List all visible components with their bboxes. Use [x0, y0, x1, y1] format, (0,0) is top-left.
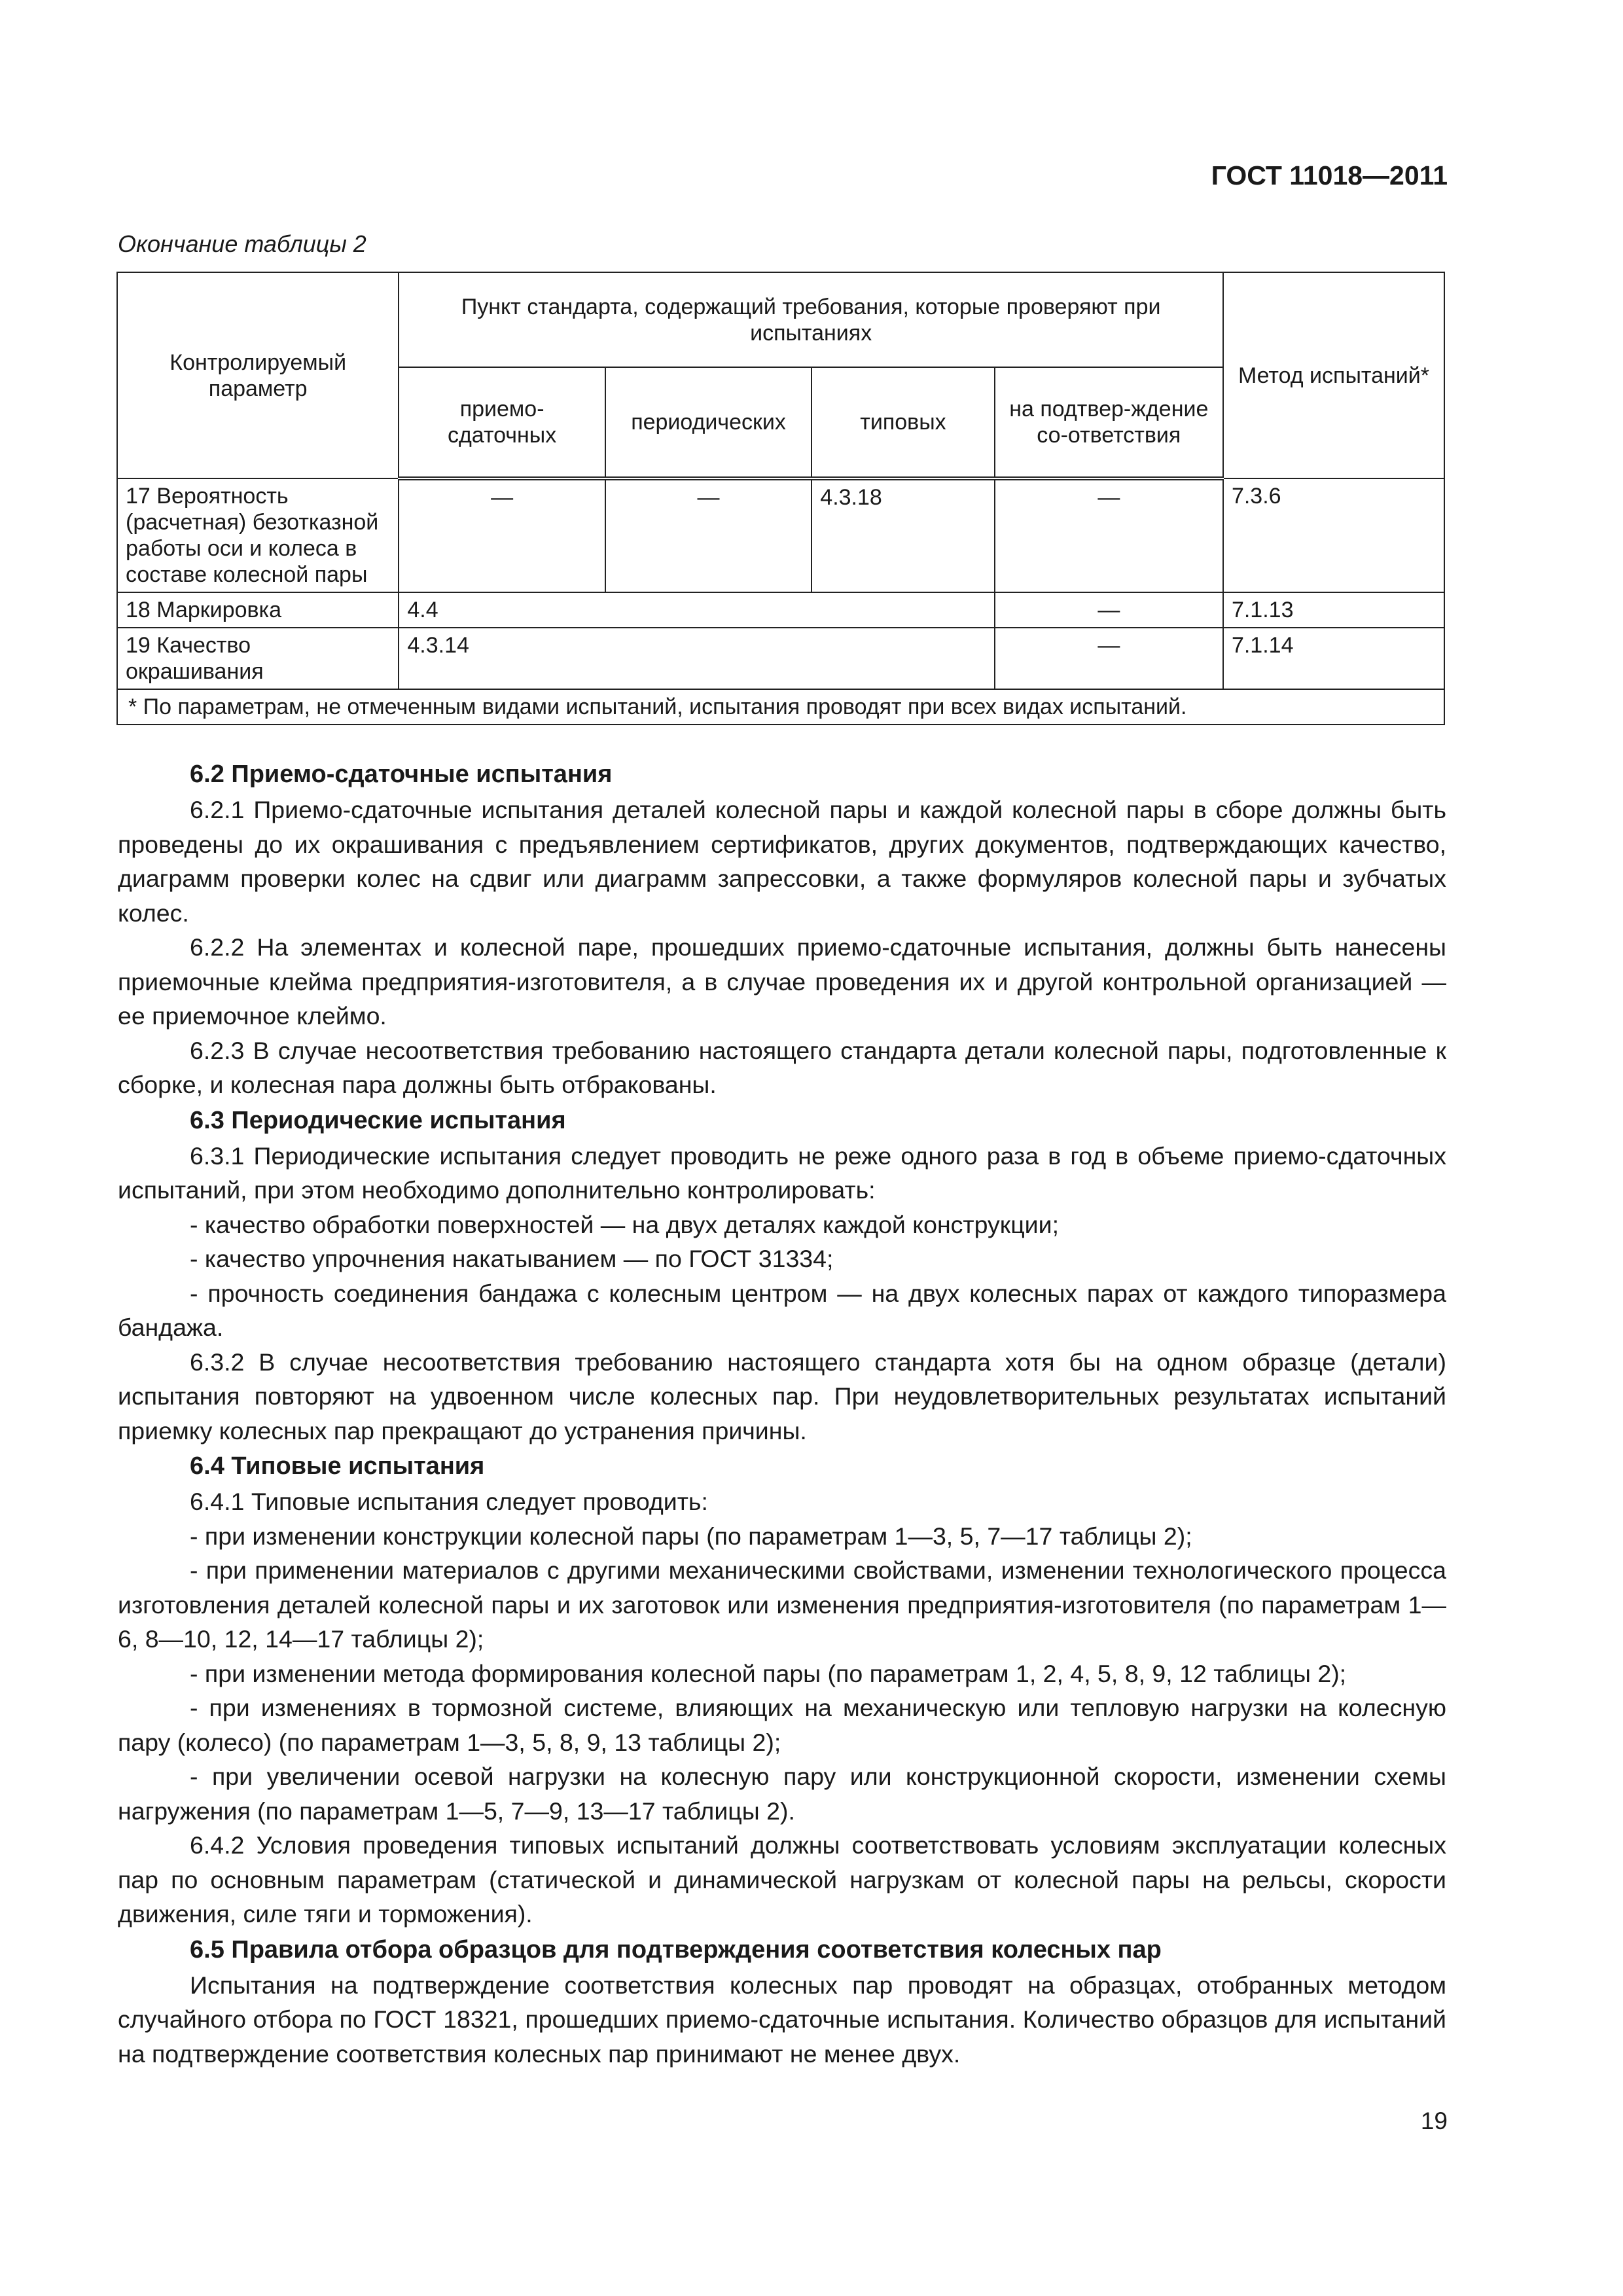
row-cell: 4.3.18	[812, 478, 994, 592]
section-6-2-title: 6.2 Приемо-сдаточные испытания	[190, 761, 613, 788]
paragraph-6-2-1: 6.2.1 Приемо-сдаточные испытания деталей колесной пары и каждой колесной пары в сборе должны быть проведены до их окрашивания с предъявлением сертификатов, других документов, подтверждающих качество, диаграмм проверки колес на сдвиг или диаграмм запрессовки, а также формуляров колесной пары и зубчатых колес.	[118, 796, 1446, 927]
paragraph-6-4-1: 6.4.1 Типовые испытания следует проводить:	[190, 1488, 708, 1515]
section-6-3-title: 6.3 Периодические испытания	[190, 1106, 566, 1134]
row-method: 7.3.6	[1223, 478, 1444, 592]
row-param: 17 Вероятность (расчетная) безотказной работы оси и колеса в составе колесной пары	[117, 478, 399, 592]
table-row	[117, 628, 1444, 689]
table-footnote: * По параметрам, не отмеченным видами испытаний, испытания проводят при всех видах испытаний.	[117, 689, 1444, 725]
list-item: - при увеличении осевой нагрузки на колесную пару или конструкционной скорости, изменении схемы нагружения (по параметрам 1—5, 7—9, 13—17 таблицы 2).	[118, 1763, 1446, 1825]
table-row	[117, 478, 1444, 592]
row-method: 7.1.14	[1223, 628, 1444, 689]
table-row	[117, 592, 1444, 628]
document-id: ГОСТ 11018—2011	[1211, 160, 1448, 190]
row-cell: —	[995, 478, 1223, 592]
list-item: - при изменениях в тормозной системе, влияющих на механическую или тепловую нагрузки на колесную пару (колесо) (по параметрам 1—3, 5, 8, 9, 13 таблицы 2);	[118, 1694, 1446, 1756]
row-cell: —	[995, 592, 1223, 628]
list-item: - при применении материалов с другими механическими свойствами, изменении технологического процесса изготовления деталей колесной пары и их заготовок или изменения предприятия-изготовителя (по параметрам 1—6, 8—10, 12, 14—17 таблицы 2);	[118, 1556, 1446, 1653]
subheader-conformity: на подтвер-ждение со-ответствия	[995, 367, 1223, 478]
row-method: 7.1.13	[1223, 592, 1444, 628]
list-item: - прочность соединения бандажа с колесным центром — на двух колесных парах от каждого типоразмера бандажа.	[118, 1279, 1446, 1341]
row-param: 18 Маркировка	[117, 592, 399, 628]
row-merged-cell: 4.4	[399, 592, 994, 628]
row-param: 19 Качество окрашивания	[117, 628, 399, 689]
table-footnote-row	[117, 689, 1444, 725]
list-item: - качество упрочнения накатыванием — по ГОСТ 31334;	[190, 1245, 834, 1272]
paragraph-6-4-2: 6.4.2 Условия проведения типовых испытаний должны соответствовать условиям эксплуатации колесных пар по основным параметрам (статической и динамической нагрузкам от колесной пары на рельсы, скорости движения, силе тяги и торможения).	[118, 1831, 1446, 1928]
paragraph-6-2-2: 6.2.2 На элементах и колесной паре, прошедших приемо-сдаточные испытания, должны быть нанесены приемочные клейма предприятия-изготовителя, а в случае проведения их и другой контрольной организацией — ее приемочное клеймо.	[118, 933, 1446, 1030]
header-group: Пункт стандарта, содержащий требования, которые проверяют при испытаниях	[399, 272, 1223, 367]
header-param: Контролируемый параметр	[117, 272, 399, 478]
table-caption: Окончание таблицы 2	[118, 230, 366, 257]
paragraph-6-3-2: 6.3.2 В случае несоответствия требованию настоящего стандарта хотя бы на одном образце (детали) испытания повторяют на удвоенном числе колесных пар. При неудовлетворительных результатах испытаний приемку колесных пар прекращают до устранения причины.	[118, 1348, 1446, 1444]
paragraph-6-3-1: 6.3.1 Периодические испытания следует проводить не реже одного раза в год в объеме приемо-сдаточных испытаний, при этом необходимо дополнительно контролировать:	[118, 1141, 1446, 1204]
list-item: - при изменении метода формирования колесной пары (по параметрам 1, 2, 4, 5, 8, 9, 12 таблицы 2);	[190, 1659, 1347, 1687]
subheader-type: типовых	[812, 367, 994, 478]
table-header-row	[117, 272, 1444, 367]
row-merged-cell: 4.3.14	[399, 628, 994, 689]
page-number: 19	[1420, 2108, 1448, 2134]
row-cell: —	[399, 478, 605, 592]
header-method: Метод испытаний*	[1223, 272, 1444, 478]
section-6-5-title: 6.5 Правила отбора образцов для подтверждения соответствия колесных пар	[190, 1935, 1162, 1964]
subheader-acceptance: приемо-сдаточных	[399, 367, 605, 478]
row-cell: —	[995, 628, 1223, 689]
row-cell: —	[605, 478, 812, 592]
document-body	[118, 756, 1446, 2071]
paragraph-6-2-3: 6.2.3 В случае несоответствия требованию настоящего стандарта детали колесной пары, подготовленные к сборке, и колесная пара должны быть отбракованы.	[118, 1036, 1446, 1098]
table-2	[116, 272, 1445, 725]
section-6-4-title: 6.4 Типовые испытания	[190, 1452, 485, 1480]
list-item: - при изменении конструкции колесной пары (по параметрам 1—3, 5, 7—17 таблицы 2);	[190, 1522, 1192, 1550]
list-item: - качество обработки поверхностей — на двух деталях каждой конструкции;	[190, 1210, 1059, 1238]
paragraph-6-5: Испытания на подтверждение соответствия колесных пар проводят на образцах, отобранных методом случайного отбора по ГОСТ 18321, прошедших приемо-сдаточные испытания. Количество образцов для испытаний на подтверждение соответствия колесных пар принимают не менее двух.	[118, 1971, 1446, 2068]
subheader-periodic: периодических	[605, 367, 812, 478]
